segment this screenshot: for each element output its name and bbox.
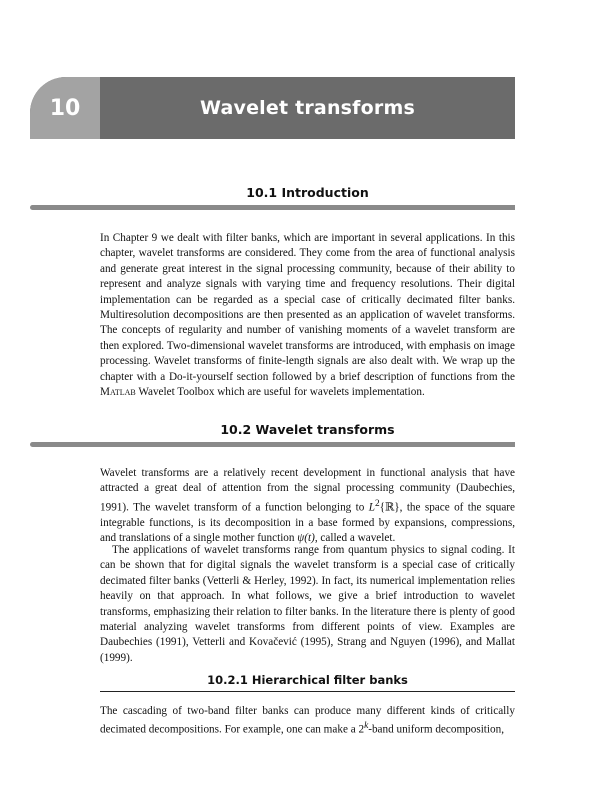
section-rule: [30, 442, 515, 447]
section-heading-wavelet-transforms: 10.2 Wavelet transforms: [220, 422, 395, 437]
wavelet-paragraph-2: The applications of wavelet transforms range from quantum physics to signal coding. It can be shown that for digital signals the wavelet transform is a special case of critically decimated filter banks (Vetterli & Herley, 1992). In fact, its numerical implementation relies heavily on that approach. In what follows, we give a brief introduction to wavelet transforms, emphasizing their relation to filter banks. In the literature there is plenty of good material analyzing wavelet transforms from different points of view. Examples are Daubechies (1991), Vetterli and Kovačević (1995), Strang and Nguyen (1996), and Mallat (1999).: [100, 544, 515, 664]
chapter-title: Wavelet transforms: [200, 97, 415, 119]
wavelet-text-c: , called a wavelet.: [314, 532, 396, 545]
math-sup-2: 2: [374, 498, 380, 509]
intro-text: In Chapter 9 we dealt with filter banks, which are important in several applications. In this chapter, wavelet transforms are considered. They come from the area of functional analysis and generate great interest in the signal processing community, because of their ability to represent and analyze signals with varying time and frequency resolutions. Their digital implementation can be regarded as a special case of critically decimated filter banks. Multiresolution decompositions are then presented as an application of wavelet transforms. The concepts of regularity and number of vanishing moments of a wavelet transform are then explored. Two-dimensional wavelet transforms are introduced, with emphasis on image processing. Wavelet transforms of finite-length signals are also dealt with. We wrap up the chapter with a Do-it-yourself section followed by a brief description of functions from the: [100, 232, 515, 383]
section-heading-introduction: 10.1 Introduction: [246, 185, 369, 200]
subsection-rule: [100, 691, 515, 692]
hierarchical-paragraph: [100, 704, 515, 739]
hier-text-b: -band uniform decomposition,: [368, 724, 504, 737]
intro-text-end: Wavelet Toolbox which are useful for wavelets implementation.: [135, 386, 425, 399]
math-sup-k: k: [364, 721, 369, 732]
wavelet-text-a: Wavelet transforms are a relatively recent development in functional analysis that have attracted a great deal of attention from the signal processing community (Daubechies, 1991). The wavelet transform of a function belonging to: [100, 467, 515, 514]
section-rule: [30, 205, 515, 210]
wavelet-text-b: , the space of the square integrable functions, is its decomposition in a base formed by expansions, compressions, and translations of a single mother function: [100, 501, 515, 545]
hier-text-a: The cascading of two-band filter banks can produce many different kinds of critically decimated decompositions. For example, one can make a 2: [100, 705, 515, 737]
math-psi: ψ(t): [297, 532, 315, 545]
math-R: {ℝ}: [379, 501, 400, 514]
wavelet-paragraph-1: [100, 466, 515, 547]
subsection-heading-hierarchical-filter-banks: 10.2.1 Hierarchical filter banks: [207, 673, 408, 687]
math-L: L: [368, 501, 375, 514]
matlab-name: Matlab: [100, 386, 136, 399]
intro-paragraph: [100, 231, 515, 400]
chapter-number: 10: [49, 95, 81, 121]
